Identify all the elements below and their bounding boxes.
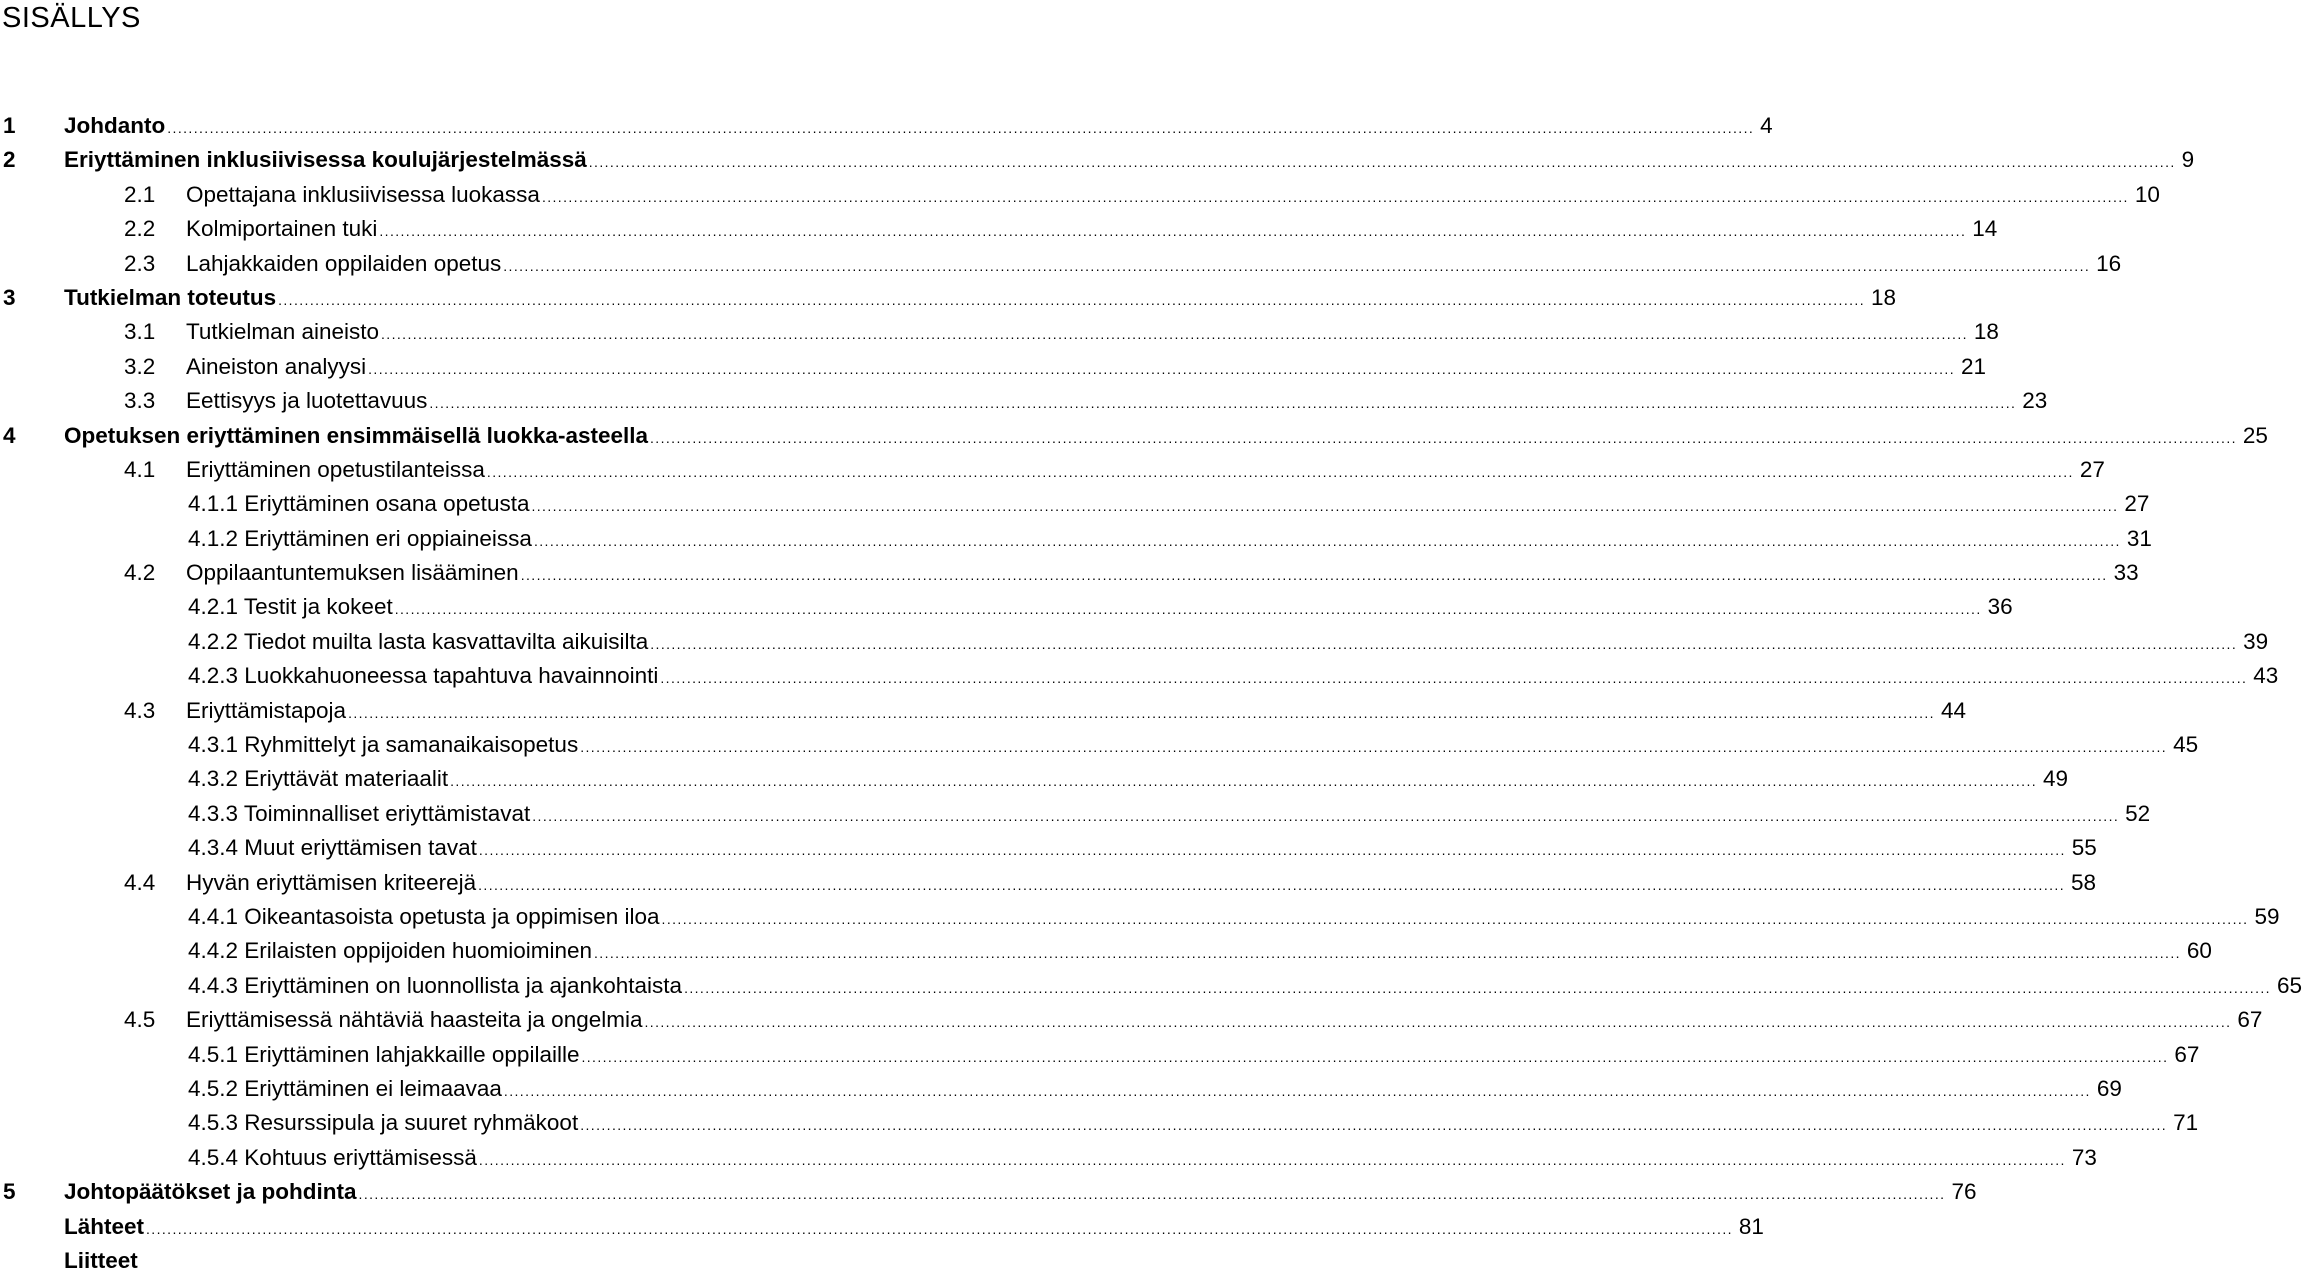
toc-leader-dots: ............................................................................................................................................................................................................................................................................................................ [450, 773, 2038, 790]
toc-leader-dots: ............................................................................................................................................................................................................................................................................................................ [684, 979, 2271, 996]
toc-entry-title: Johtopäätökset ja pohdinta [64, 1179, 357, 1205]
toc-entry-title: Kolmiportainen tuki [186, 216, 378, 242]
toc-leader-dots: ............................................................................................................................................................................................................................................................................................................ [348, 704, 1935, 721]
toc-entry-page: 14 [1972, 216, 1998, 242]
toc-entry-title: 4.1.2 Eriyttäminen eri oppiaineissa [188, 525, 532, 551]
toc-entry[interactable] [0, 1072, 2122, 1106]
toc-leader-dots: ............................................................................................................................................................................................................................................................................................................ [167, 120, 1755, 136]
toc-entry-page: 71 [2173, 1110, 2199, 1136]
toc-leader-dots: ............................................................................................................................................................................................................................................................................................................ [503, 257, 2091, 274]
toc-entry-page: 55 [2071, 835, 2097, 861]
toc-entry-title: 4.3.3 Toiminnalliset eriyttämistavat [188, 800, 531, 826]
toc-entry-page: 9 [2181, 147, 2195, 173]
toc-entry-number: 4.1 [124, 456, 156, 482]
toc-entry-page: 81 [1738, 1213, 1764, 1239]
toc-entry-page: 43 [2253, 663, 2279, 689]
toc-entry-title: Tutkielman toteutus [64, 284, 277, 310]
toc-entry[interactable] [0, 487, 2150, 521]
toc-entry-number: 4.4 [124, 869, 156, 895]
toc-entry-title: 4.2.1 Testit ja kokeet [188, 594, 393, 620]
toc-entry-page: 44 [1940, 697, 1966, 723]
toc-entry-number: 3.1 [124, 319, 156, 345]
toc-entry[interactable] [0, 1106, 2199, 1140]
toc-entry-number: 4.5 [124, 1007, 156, 1033]
toc-entry-page: 25 [2242, 422, 2268, 448]
toc-entry-page: 18 [1973, 319, 1999, 345]
toc-entry[interactable] [0, 1210, 1764, 1244]
toc-entry[interactable] [0, 969, 2302, 1003]
toc-leader-dots: ............................................................................................................................................................................................................................................................................................................ [650, 429, 2237, 446]
toc-entry[interactable] [0, 797, 2151, 831]
toc-entry-page: 45 [2173, 732, 2199, 758]
toc-entry-number: 4 [3, 422, 16, 448]
toc-entry-page: 10 [2134, 181, 2160, 207]
toc-leader-dots: ............................................................................................................................................................................................................................................................................................................ [379, 223, 1967, 240]
toc-entry-page: 21 [1961, 353, 1987, 379]
toc-entry[interactable] [0, 143, 2195, 177]
toc-leader-dots: ............................................................................................................................................................................................................................................................................................................ [520, 567, 2108, 584]
toc-leader-dots: ............................................................................................................................................................................................................................................................................................................ [644, 1014, 2232, 1031]
toc-leader-dots: ............................................................................................................................................................................................................................................................................................................ [594, 945, 2181, 962]
toc-entry-title: Johdanto [64, 113, 166, 138]
toc-entry-title: 4.5.1 Eriyttäminen lahjakkaille oppilaille [188, 1041, 580, 1067]
toc-leader-dots: ............................................................................................................................................................................................................................................................................................................ [429, 395, 2017, 412]
toc-entry-title: Aineiston analyysi [186, 353, 367, 379]
toc-entry-page: 59 [2254, 903, 2280, 929]
toc-leader-dots: ............................................................................................................................................................................................................................................................................................................ [541, 188, 2129, 205]
toc-entry-title: Opetuksen eriyttäminen ensimmäisellä luokka-asteella [64, 422, 649, 448]
toc-entry[interactable] [0, 1003, 2263, 1037]
toc-entry-page: 67 [2237, 1007, 2263, 1033]
toc-entry[interactable] [0, 762, 2069, 796]
toc-entry-number: 4.2 [124, 560, 156, 586]
toc-entry-title: Lahjakkaiden oppilaiden opetus [186, 250, 502, 276]
toc-entry[interactable] [0, 1141, 2097, 1175]
toc-entry-page: 27 [2079, 456, 2105, 482]
toc-leader-dots: ............................................................................................................................................................................................................................................................................................................ [533, 532, 2121, 549]
toc-entry-title: Eettisyys ja luotettavuus [186, 388, 428, 414]
toc-leader-dots: ............................................................................................................................................................................................................................................................................................................ [661, 910, 2249, 927]
toc-entry[interactable] [0, 247, 2122, 281]
page-title: SISÄLLYS [2, 2, 141, 34]
table-of-contents [0, 109, 2302, 1278]
toc-entry[interactable] [0, 315, 1999, 349]
toc-leader-dots: ............................................................................................................................................................................................................................................................................................................ [580, 739, 2168, 756]
toc-entry-title: 4.2.2 Tiedot muilta lasta kasvattavilta aikuisilta [188, 628, 649, 654]
toc-entry-title: Eriyttäminen opetustilanteissa [186, 456, 485, 482]
toc-entry-number: 3.3 [124, 388, 156, 414]
toc-leader-dots: ............................................................................................................................................................................................................................................................................................................ [368, 360, 1956, 377]
toc-entry-number: 5 [3, 1179, 16, 1205]
toc-entry-title: Eriyttäminen inklusiivisessa koulujärjestelmässä [64, 147, 587, 173]
toc-entry-title: Hyvän eriyttämisen kriteerejä [186, 869, 477, 895]
toc-entry[interactable] [0, 625, 2269, 659]
toc-entry[interactable] [0, 590, 2013, 624]
toc-entry-page: 33 [2113, 560, 2139, 586]
toc-entry[interactable] [0, 522, 2152, 556]
toc-entry[interactable] [0, 212, 1998, 246]
toc-entry-title: 4.3.2 Eriyttävät materiaalit [188, 766, 449, 792]
toc-entry-number: 3 [3, 284, 16, 310]
toc-entry[interactable] [0, 109, 1773, 143]
toc-leader-dots: ............................................................................................................................................................................................................................................................................................................ [532, 807, 2120, 824]
toc-entry-number: 4.3 [124, 697, 156, 723]
toc-entry-title: Tutkielman aineisto [186, 319, 380, 345]
toc-entry-title: Oppilaantuntemuksen lisääminen [186, 560, 519, 586]
toc-leader-dots: ............................................................................................................................................................................................................................................................................................................ [660, 670, 2248, 687]
toc-entry-page: 58 [2071, 869, 2097, 895]
toc-leader-dots: ............................................................................................................................................................................................................................................................................................................ [381, 326, 1968, 343]
toc-entry-page: 16 [2096, 250, 2122, 276]
toc-entry-title: 4.2.3 Luokkahuoneessa tapahtuva havainnointi [188, 663, 659, 689]
toc-entry[interactable] [0, 384, 2048, 418]
toc-entry-title: Eriyttämistapoja [186, 697, 347, 723]
toc-entry[interactable] [0, 1038, 2200, 1072]
toc-entry-title: 4.3.1 Ryhmittelyt ja samanaikaisopetus [188, 732, 579, 758]
toc-leader-dots: ............................................................................................................................................................................................................................................................................................................ [531, 498, 2119, 515]
toc-entry-number: 3.2 [124, 353, 156, 379]
toc-entry[interactable] [0, 556, 2139, 590]
toc-entry-title: 4.3.4 Muut eriyttämisen tavat [188, 835, 477, 861]
toc-entry-title: 4.5.2 Eriyttäminen ei leimaavaa [188, 1075, 502, 1101]
toc-entry-number: 2.3 [124, 250, 156, 276]
toc-leader-dots: ............................................................................................................................................................................................................................................................................................................ [650, 635, 2238, 652]
toc-entry-number: 1 [3, 113, 16, 138]
toc-entry-page: 65 [2276, 972, 2302, 998]
toc-entry-title: Eriyttämisessä nähtäviä haasteita ja ongelmia [186, 1007, 643, 1033]
toc-entry[interactable] [0, 453, 2105, 487]
toc-entry-number: 2.1 [124, 181, 156, 207]
toc-leader-dots: ............................................................................................................................................................................................................................................................................................................ [503, 1082, 2091, 1099]
toc-entry[interactable] [0, 1244, 960, 1278]
toc-entry-page: 36 [1987, 594, 2013, 620]
toc-leader-dots: ............................................................................................................................................................................................................................................................................................................ [146, 1220, 1733, 1237]
toc-entry[interactable] [0, 419, 2268, 453]
toc-entry[interactable] [0, 350, 1987, 384]
toc-entry-page: 49 [2043, 766, 2069, 792]
toc-entry[interactable] [0, 659, 2279, 693]
toc-entry-page: 18 [1871, 284, 1897, 310]
toc-leader-dots: ............................................................................................................................................................................................................................................................................................................ [394, 601, 1982, 618]
toc-entry[interactable] [0, 900, 2280, 934]
toc-entry[interactable] [0, 934, 2212, 968]
toc-entry-title: Opettajana inklusiivisessa luokassa [186, 181, 540, 207]
toc-entry[interactable] [0, 728, 2199, 762]
toc-leader-dots: ............................................................................................................................................................................................................................................................................................................ [580, 1117, 2168, 1134]
toc-entry-title: 4.4.1 Oikeantasoista opetusta ja oppimisen iloa [188, 903, 660, 929]
toc-entry-number: 2 [3, 147, 16, 173]
toc-leader-dots: ............................................................................................................................................................................................................................................................................................................ [478, 842, 2066, 859]
toc-leader-dots: ............................................................................................................................................................................................................................................................................................................ [588, 154, 2176, 171]
toc-entry-page: 23 [2022, 388, 2048, 414]
toc-entry-page: 69 [2096, 1075, 2122, 1101]
toc-entry-title: 4.5.3 Resurssipula ja suuret ryhmäkoot [188, 1110, 579, 1136]
toc-entry-title: 4.4.2 Erilaisten oppijoiden huomioiminen [188, 938, 593, 964]
toc-entry-page: 4 [1760, 113, 1773, 138]
toc-leader-dots: ............................................................................................................................................................................................................................................................................................................ [581, 1048, 2169, 1065]
toc-leader-dots: ............................................................................................................................................................................................................................................................................................................ [358, 1186, 1946, 1203]
toc-entry[interactable] [0, 831, 2097, 865]
toc-entry-page: 39 [2243, 628, 2269, 654]
toc-entry-title: Lähteet [64, 1213, 145, 1239]
toc-entry-title: Liitteet [64, 1247, 138, 1273]
toc-entry-title: 4.5.4 Kohtuus eriyttämisessä [188, 1144, 477, 1170]
toc-entry-page: 73 [2071, 1144, 2097, 1170]
toc-entry[interactable] [0, 694, 1966, 728]
toc-entry-title: 4.4.3 Eriyttäminen on luonnollista ja ajankohtaista [188, 972, 683, 998]
toc-entry[interactable] [0, 281, 1897, 315]
toc-leader-dots: ............................................................................................................................................................................................................................................................................................................ [478, 876, 2066, 893]
toc-entry-number: 2.2 [124, 216, 156, 242]
toc-entry[interactable] [0, 1175, 1977, 1209]
toc-entry-page: 76 [1951, 1179, 1977, 1205]
toc-leader-dots: ............................................................................................................................................................................................................................................................................................................ [278, 291, 1865, 308]
toc-entry-page: 60 [2186, 938, 2212, 964]
toc-entry-page: 27 [2124, 491, 2150, 517]
toc-entry-page: 31 [2126, 525, 2152, 551]
toc-leader-dots: ............................................................................................................................................................................................................................................................................................................ [478, 1151, 2066, 1168]
toc-leader-dots: ............................................................................................................................................................................................................................................................................................................ [486, 463, 2074, 480]
toc-entry[interactable] [0, 178, 2160, 212]
toc-entry[interactable] [0, 866, 2097, 900]
toc-entry-title: 4.1.1 Eriyttäminen osana opetusta [188, 491, 530, 517]
toc-entry-page: 67 [2174, 1041, 2200, 1067]
toc-entry-page: 52 [2125, 800, 2151, 826]
